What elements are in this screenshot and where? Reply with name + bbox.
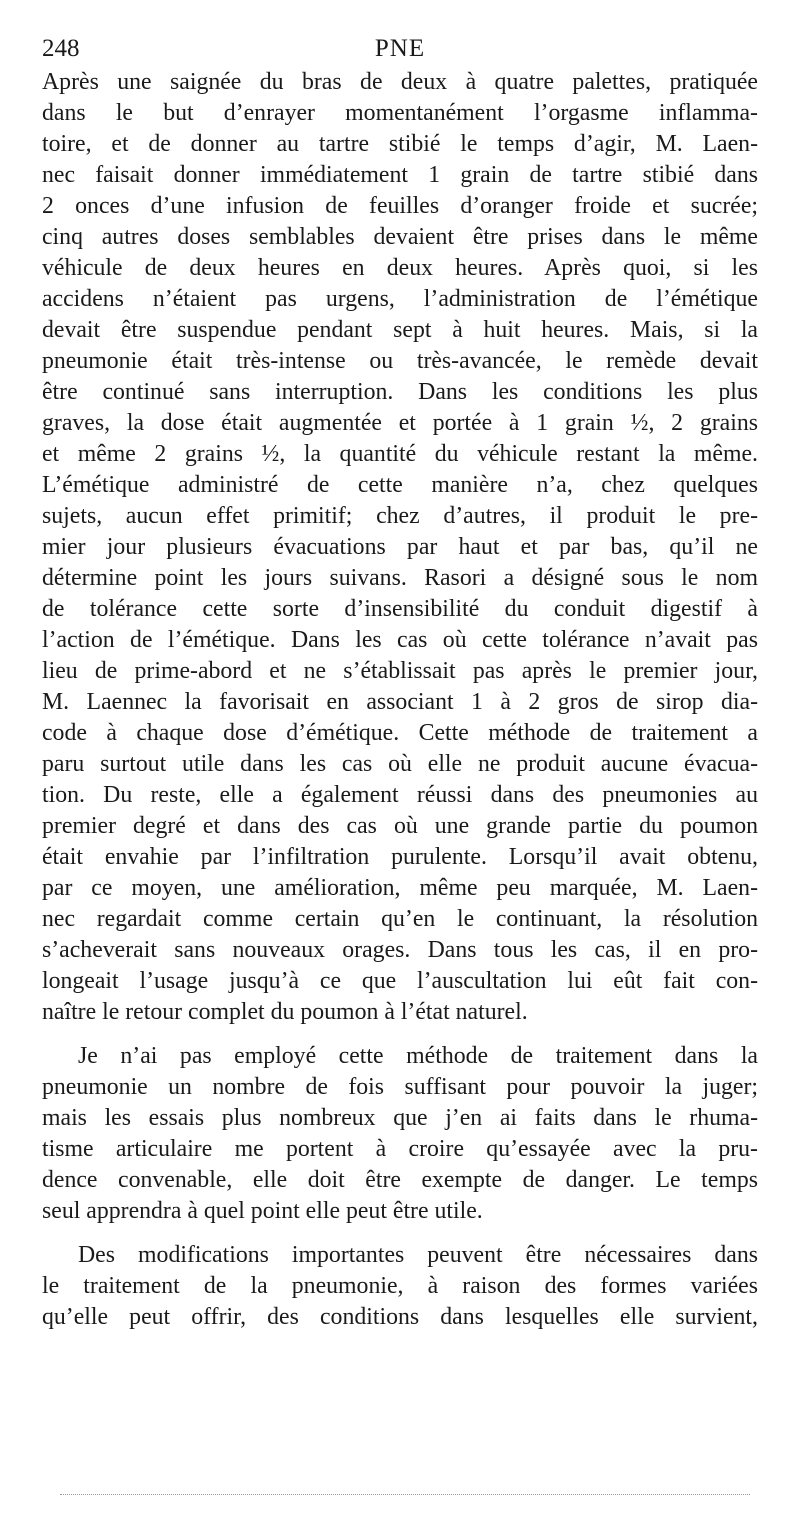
text-line: et même 2 grains ½, la quantité du véhicule restant la même. (42, 441, 758, 467)
text-line: accidens n’étaient pas urgens, l’administration de l’émétique (42, 286, 758, 312)
text-line: le traitement de la pneumonie, à raison des formes variées (42, 1273, 758, 1299)
text-line: Je n’ai pas employé cette méthode de traitement dans la (78, 1043, 758, 1069)
text-line: véhicule de deux heures en deux heures. Après quoi, si les (42, 255, 758, 281)
bottom-dotted-rule (60, 1494, 750, 1495)
text-line: premier degré et dans des cas où une grande partie du poumon (42, 813, 758, 839)
text-line: Des modifications importantes peuvent être nécessaires dans (78, 1242, 758, 1268)
text-line: Après une saignée du bras de deux à quatre palettes, pratiquée (42, 69, 758, 95)
text-line: longeait l’usage jusqu’à ce que l’auscultation lui eût fait con- (42, 968, 758, 994)
text-line: dans le but d’enrayer momentanément l’orgasme inflamma- (42, 100, 758, 126)
text-line: lieu de prime-abord et ne s’établissait pas après le premier jour, (42, 658, 758, 684)
text-line: pneumonie un nombre de fois suffisant pour pouvoir la juger; (42, 1074, 758, 1100)
text-line: tisme articulaire me portent à croire qu’essayée avec la pru- (42, 1136, 758, 1162)
paragraph-gap (42, 1227, 758, 1240)
running-head (42, 34, 758, 68)
text-line: par ce moyen, une amélioration, même peu marquée, M. Laen- (42, 875, 758, 901)
text-line: seul apprendra à quel point elle peut être utile. (42, 1198, 483, 1224)
paragraph-2 (42, 1041, 758, 1227)
page-number: 248 (42, 35, 80, 62)
paragraph-1 (42, 67, 758, 1028)
text-line: était envahie par l’infiltration purulente. Lorsqu’il avait obtenu, (42, 844, 758, 870)
text-line: tion. Du reste, elle a également réussi dans des pneumonies au (42, 782, 758, 808)
text-line: code à chaque dose d’émétique. Cette méthode de traitement a (42, 720, 758, 746)
text-line: pneumonie était très-intense ou très-avancée, le remède devait (42, 348, 758, 374)
text-line: L’émétique administré de cette manière n’a, chez quelques (42, 472, 758, 498)
text-line: nec regardait comme certain qu’en le continuant, la résolution (42, 906, 758, 932)
text-line: nec faisait donner immédiatement 1 grain de tartre stibié dans (42, 162, 758, 188)
text-line: mais les essais plus nombreux que j’en ai faits dans le rhuma- (42, 1105, 758, 1131)
text-line: devait être suspendue pendant sept à huit heures. Mais, si la (42, 317, 758, 343)
text-line: paru surtout utile dans les cas où elle ne produit aucune évacua- (42, 751, 758, 777)
text-line: détermine point les jours suivans. Rasori a désigné sous le nom (42, 565, 758, 591)
text-line: toire, et de donner au tartre stibié le temps d’agir, M. Laen- (42, 131, 758, 157)
text-line: M. Laennec la favorisait en associant 1 à 2 gros de sirop dia- (42, 689, 758, 715)
text-line: 2 onces d’une infusion de feuilles d’oranger froide et sucrée; (42, 193, 758, 219)
text-line: de tolérance cette sorte d’insensibilité du conduit digestif à (42, 596, 758, 622)
text-line: naître le retour complet du poumon à l’état naturel. (42, 999, 528, 1025)
text-line: s’acheverait sans nouveaux orages. Dans tous les cas, il en pro- (42, 937, 758, 963)
text-line: être continué sans interruption. Dans les conditions les plus (42, 379, 758, 405)
text-line: qu’elle peut offrir, des conditions dans lesquelles elle survient, (42, 1304, 758, 1330)
paragraph-3 (42, 1240, 758, 1333)
text-line: l’action de l’émétique. Dans les cas où cette tolérance n’avait pas (42, 627, 758, 653)
paragraph-gap (42, 1028, 758, 1041)
body-text (42, 67, 758, 1333)
running-head-title: PNE (374, 35, 426, 62)
text-line: sujets, aucun effet primitif; chez d’autres, il produit le pre- (42, 503, 758, 529)
text-line: cinq autres doses semblables devaient être prises dans le même (42, 224, 758, 250)
text-line: graves, la dose était augmentée et portée à 1 grain ½, 2 grains (42, 410, 758, 436)
text-line: mier jour plusieurs évacuations par haut et par bas, qu’il ne (42, 534, 758, 560)
text-line: dence convenable, elle doit être exempte de danger. Le temps (42, 1167, 758, 1193)
